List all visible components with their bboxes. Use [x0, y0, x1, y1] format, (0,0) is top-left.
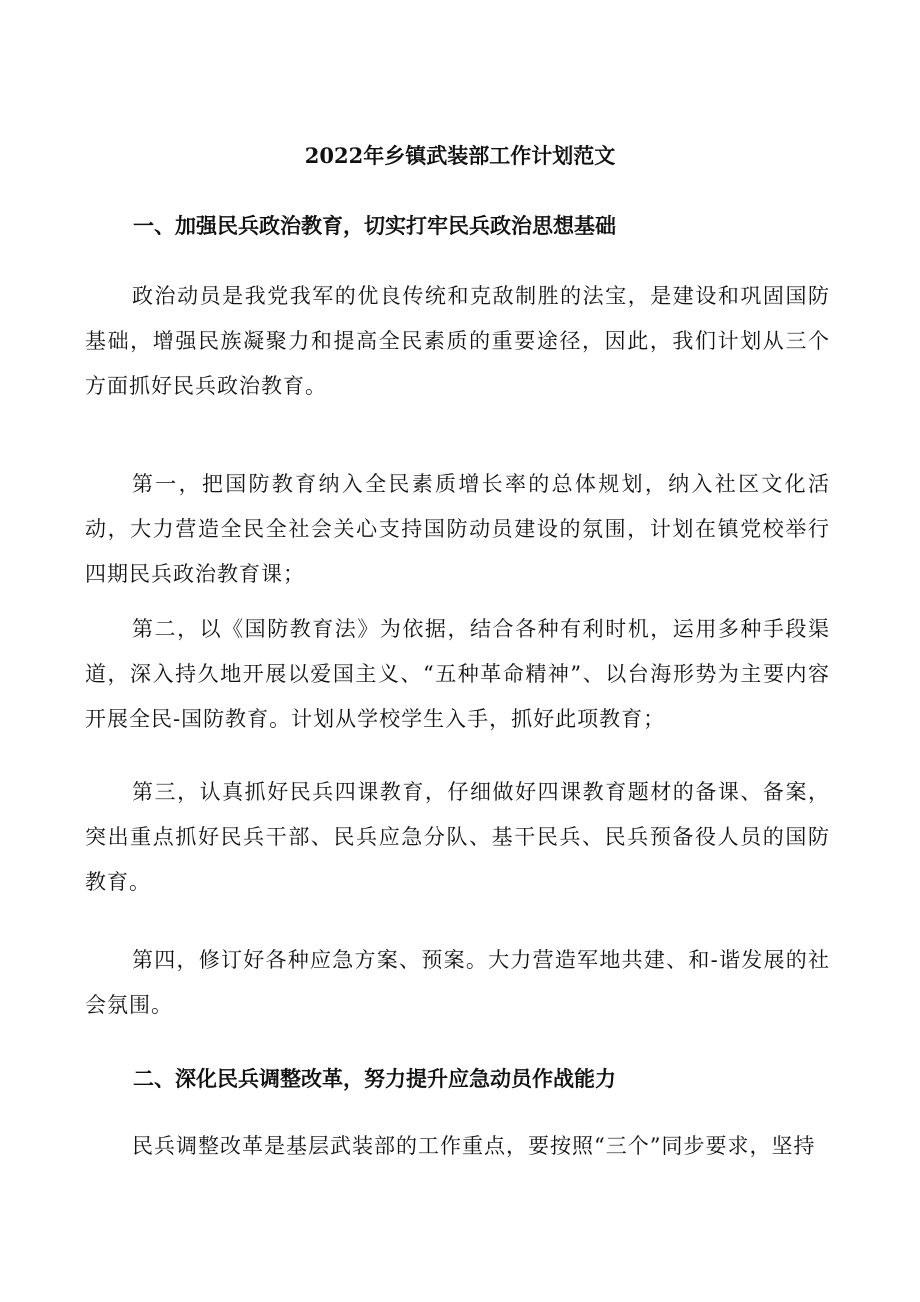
paragraph-5: 第四，修订好各种应急方案、预案。大力营造军地共建、和-谐发展的社会氛围。	[85, 948, 830, 1017]
document-title: 2022年乡镇武装部工作计划范文	[304, 143, 616, 168]
paragraph-6: 民兵调整改革是基层武装部的工作重点，要按照“三个”同步要求，坚持	[132, 1134, 816, 1158]
section-heading-2: 二、深化民兵调整改革，努力提升应急动员作战能力	[133, 1066, 616, 1091]
paragraph-1: 政治动员是我党我军的优良传统和克敌制胜的法宝，是建设和巩固国防基础，增强民族凝聚力和提高全民素质的重要途径，因此，我们计划从三个方面抓好民兵政治教育。	[85, 284, 830, 398]
paragraph-2: 第一，把国防教育纳入全民素质增长率的总体规划，纳入社区文化活动，大力营造全民全社会关心支持国防动员建设的氛围，计划在镇党校举行四期民兵政治教育课；	[85, 472, 830, 586]
section-heading-1: 一、加强民兵政治教育，切实打牢民兵政治思想基础	[133, 213, 616, 238]
paragraph-3: 第二，以《国防教育法》为依据，结合各种有利时机，运用多种手段渠道，深入持久地开展以爱国主义、“五种革命精神”、以台海形势为主要内容开展全民-国防教育。计划从学校学生入手，抓好此项教育；	[85, 617, 830, 731]
paragraph-4: 第三，认真抓好民兵四课教育，仔细做好四课教育题材的备课、备案，突出重点抓好民兵干部、民兵应急分队、基干民兵、民兵预备役人员的国防教育。	[85, 780, 830, 894]
